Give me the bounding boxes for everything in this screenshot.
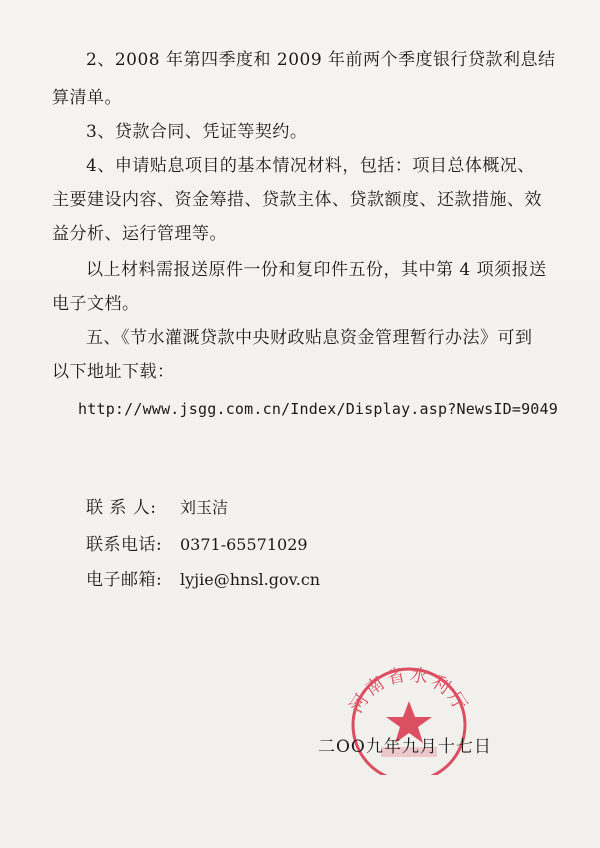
- materials-note-line-2: 电子文档。: [52, 294, 140, 314]
- seal-ring-text: 河南省水利厅: [345, 664, 473, 717]
- contact-email-label: 电子邮箱:: [86, 570, 163, 590]
- contact-phone-label: 联系电话:: [86, 535, 163, 555]
- contact-person-label: 联 系 人:: [86, 498, 157, 518]
- item-2-line-2: 算清单。: [52, 88, 122, 108]
- materials-note-line-1: 以上材料需报送原件一份和复印件五份，其中第 4 项须报送: [86, 260, 547, 280]
- item-3: 3、贷款合同、凭证等契约。: [86, 122, 308, 142]
- item-4-line-1: 4、申请贴息项目的基本情况材料，包括：项目总体概况、: [86, 156, 535, 176]
- item-4-line-2: 主要建设内容、资金筹措、贷款主体、贷款额度、还款措施、效: [52, 190, 542, 210]
- item-4-line-3: 益分析、运行管理等。: [52, 224, 227, 244]
- contact-phone-value: 0371-65571029: [180, 535, 308, 554]
- contact-person-value: 刘玉洁: [180, 498, 229, 517]
- item-5-line-2: 以下地址下载：: [52, 362, 175, 382]
- item-5-line-1: 五、《节水灌溉贷款中央财政贴息资金管理暂行办法》可到: [86, 328, 533, 348]
- document-date: 二OO九年九月十七日: [318, 737, 492, 757]
- official-seal: [339, 655, 479, 775]
- contact-email-value[interactable]: lyjie@hnsl.gov.cn: [180, 570, 321, 589]
- download-url[interactable]: http://www.jsgg.com.cn/Index/Display.asp?NewsID=9049: [78, 400, 558, 418]
- item-2-line-1: 2、2008 年第四季度和 2009 年前两个季度银行贷款利息结: [86, 50, 556, 70]
